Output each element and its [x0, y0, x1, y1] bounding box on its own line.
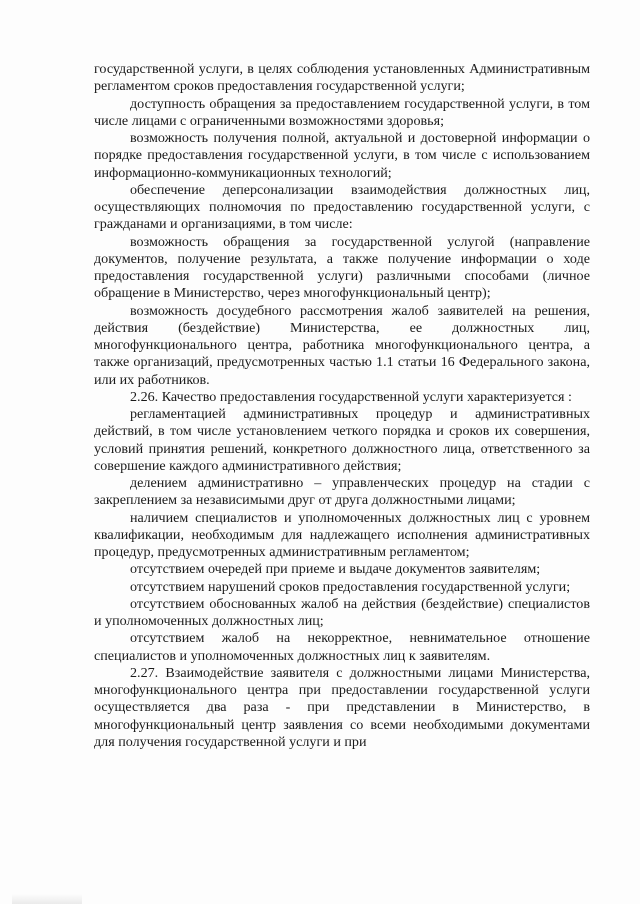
paragraph-depersonalization: обеспечение деперсонализации взаимодействия должностных лиц, осуществляющих полномочия по предоставлению государственной услуги, с гражданами и организациями, в том числе:	[94, 181, 590, 233]
paragraph-specialists: наличием специалистов и уполномоченных должностных лиц с уровнем квалификации, необходимым для надлежащего исполнения административных процедур, предусмотренных административным регламентом;	[94, 509, 590, 560]
section-2-27-paragraph: 2.27. Взаимодействие заявителя с должностными лицами Министерства, многофункционального центра при предоставлении государственной услуги осуществляется два раза - при представлении в Министерство, в многофункциональный центр заявления со всеми необходимыми документами для получения государственной услуги и при	[94, 664, 590, 750]
paragraph-request-methods: возможность обращения за государственной услугой (направление документов, получение результата, а также получение информации о ходе предоставления государственной услуги) различными способами (личное обращение в Министерство, через многофункциональный центр);	[94, 233, 590, 302]
section-2-26-heading: 2.26. Качество предоставления государственной услуги характеризуется :	[130, 388, 572, 405]
document-body	[94, 61, 590, 751]
paragraph-no-incorrect-attitude: отсутствием жалоб на некорректное, невнимательное отношение специалистов и уполномоченных должностных лиц к заявителям.	[94, 630, 590, 664]
paragraph-regulation: регламентацией административных процедур и административных действий, в том числе установлением четкого порядка и сроков их совершения, условий принятия решений, конкретного должностного лица, ответственного за совершение каждого административного действия;	[94, 406, 590, 474]
paragraph-no-violations: отсутствием нарушений сроков предоставления государственной услуги;	[130, 578, 571, 595]
paragraph-continuation: государственной услуги, в целях соблюдения установленных Административным регламентом сроков предоставления государственной услуги;	[94, 61, 590, 95]
paragraph-no-justified-complaints: отсутствием обоснованных жалоб на действия (бездействие) специалистов и уполномоченных должностных лиц;	[94, 595, 590, 629]
scan-artifact	[12, 894, 82, 904]
paragraph-division: делением административно – управленческих процедур на стадии с закреплением за независимыми друг от друга должностными лицами;	[94, 475, 590, 509]
paragraph-pretrial-appeal: возможность досудебного рассмотрения жалоб заявителей на решения, действия (бездействие) Министерства, ее должностных лиц, многофункционального центра, работника многофункционального центра, а также организаций, предусмотренных частью 1.1 статьи 16 Федерального закона, или их работников.	[94, 302, 590, 388]
paragraph-no-queues: отсутствием очередей при приеме и выдаче документов заявителям;	[130, 561, 541, 578]
paragraph-information: возможность получения полной, актуальной и достоверной информации о порядке предоставления государственной услуги, в том числе с использованием информационно-коммуникационных технологий;	[94, 130, 590, 181]
paragraph-accessibility: доступность обращения за предоставлением государственной услуги, в том числе лицами с ограниченными возможностями здоровья;	[94, 95, 590, 129]
